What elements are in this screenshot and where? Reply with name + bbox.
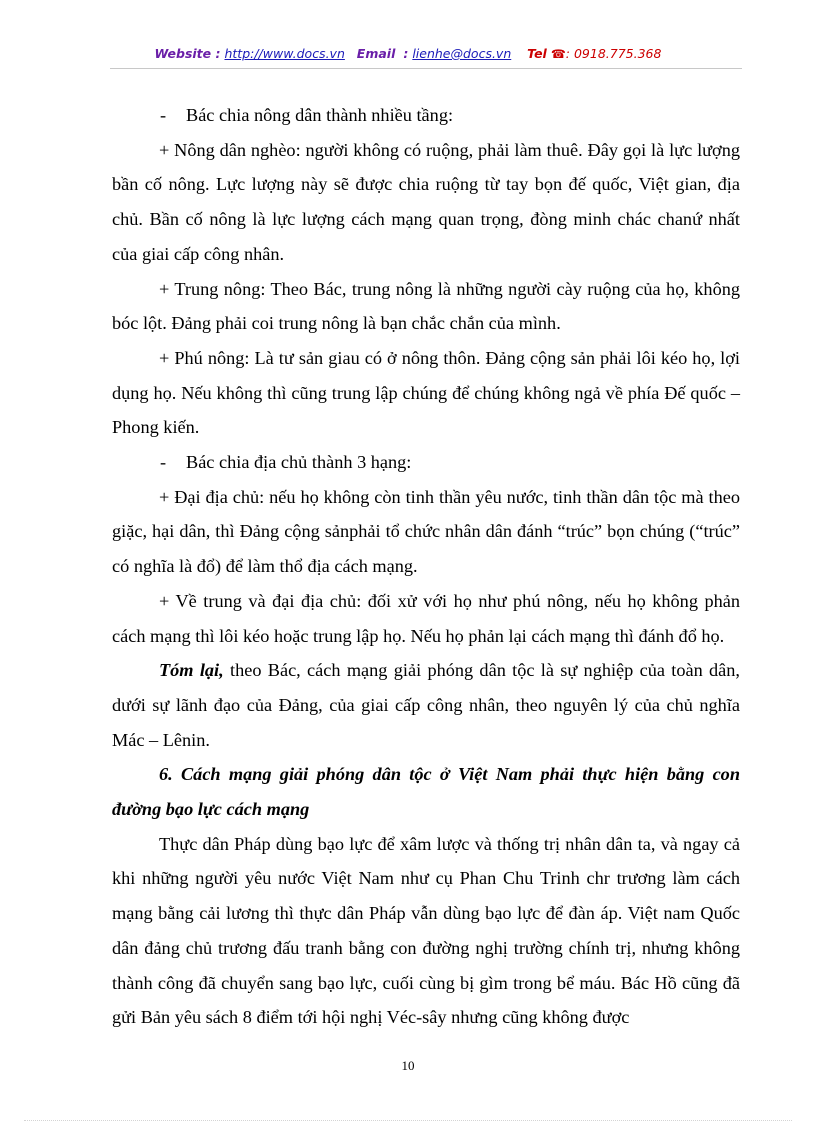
page-header <box>0 46 816 61</box>
email-link[interactable]: lienhe@docs.vn <box>412 46 512 61</box>
summary-text: theo Bác, cách mạng giải phóng dân tộc là sự nghiệp của toàn dân, dưới sự lãnh đạo của Đảng, của giai cấp công nhân, theo nguyên lý của chủ nghĩa Mác – Lênin. <box>112 660 740 750</box>
document-body <box>112 98 740 1035</box>
phone-icon: ☎ <box>550 47 566 61</box>
paragraph: + Phú nông: Là tư sản giau có ở nông thôn. Đảng cộng sản phải lôi kéo họ, lợi dụng họ. Nếu không thì cũng trung lập chúng để chúng không ngả về phía Đế quốc – Phong kiến. <box>112 347 740 438</box>
email-label: Email <box>356 46 396 61</box>
bullet-paragraph: - Bác chia địa chủ thành 3 hạng: <box>160 452 412 473</box>
phone-number: : 0918.775.368 <box>565 46 662 61</box>
website-link[interactable]: http://www.docs.vn <box>224 46 345 61</box>
section-heading: 6. Cách mạng giải phóng dân tộc ở Việt Nam phải thực hiện bằng con đường bạo lực cách mạng <box>112 764 740 820</box>
paragraph: Thực dân Pháp dùng bạo lực để xâm lược và thống trị nhân dân ta, và ngay cả khi những người yêu nước Việt Nam như cụ Phan Chu Trinh chr trương làm cách mạng bằng cải lương thì thực dân Pháp vẫn dùng bạo lực để đàn áp. Việt nam Quốc dân đảng chủ trương đấu tranh bằng con đường nghị trường chính trị, nhưng không thành công đã chuyển sang bạo lực, cuối cùng bị gìm trong bể máu. Bác Hồ cũng đã gửi Bản yêu sách 8 điểm tới hội nghị Véc-sây nhưng cũng không được <box>112 833 740 1028</box>
bullet-paragraph: - Bác chia nông dân thành nhiều tầng: <box>160 105 454 125</box>
page-number: 10 <box>401 1058 415 1073</box>
paragraph-text: Bác chia nông dân thành nhiều tầng: <box>186 105 454 125</box>
email-separator: : <box>403 46 409 61</box>
paragraph: + Về trung và đại địa chủ: đối xử với họ như phú nông, nếu họ không phản cách mạng thì lôi kéo hoặc trung lập họ. Nếu họ phản lại cách mạng thì đánh đổ họ. <box>112 590 740 646</box>
summary-paragraph <box>112 653 740 757</box>
footer-divider <box>24 1120 792 1121</box>
summary-lead: Tóm lại, <box>159 660 224 681</box>
paragraph: + Trung nông: Theo Bác, trung nông là những người cày ruộng của họ, không bóc lột. Đảng phải coi trung nông là bạn chắc chắn của mình. <box>112 278 740 334</box>
website-label: Website : <box>154 46 221 61</box>
paragraph: + Nông dân nghèo: người không có ruộng, phải làm thuê. Đây gọi là lực lượng bần cố nông. Lực lượng này sẽ được chia ruộng từ tay bọn đế quốc, Việt gian, địa chủ. Bần cố nông là lực lượng cách mạng quan trọng, đòng minh chác chanứ nhất của giai cấp công nhân. <box>112 139 740 264</box>
tel-label: Tel <box>527 46 547 61</box>
header-divider <box>110 68 742 69</box>
paragraph: + Đại địa chủ: nếu họ không còn tinh thần yêu nước, tinh thần dân tộc mà theo giặc, hại dân, thì Đảng cộng sảnphải tổ chức nhân dân đánh “trúc” bọn chúng (“trúc” có nghĩa là đổ) để làm thổ địa cách mạng. <box>112 486 740 577</box>
paragraph-text: Bác chia địa chủ thành 3 hạng: <box>186 452 412 473</box>
